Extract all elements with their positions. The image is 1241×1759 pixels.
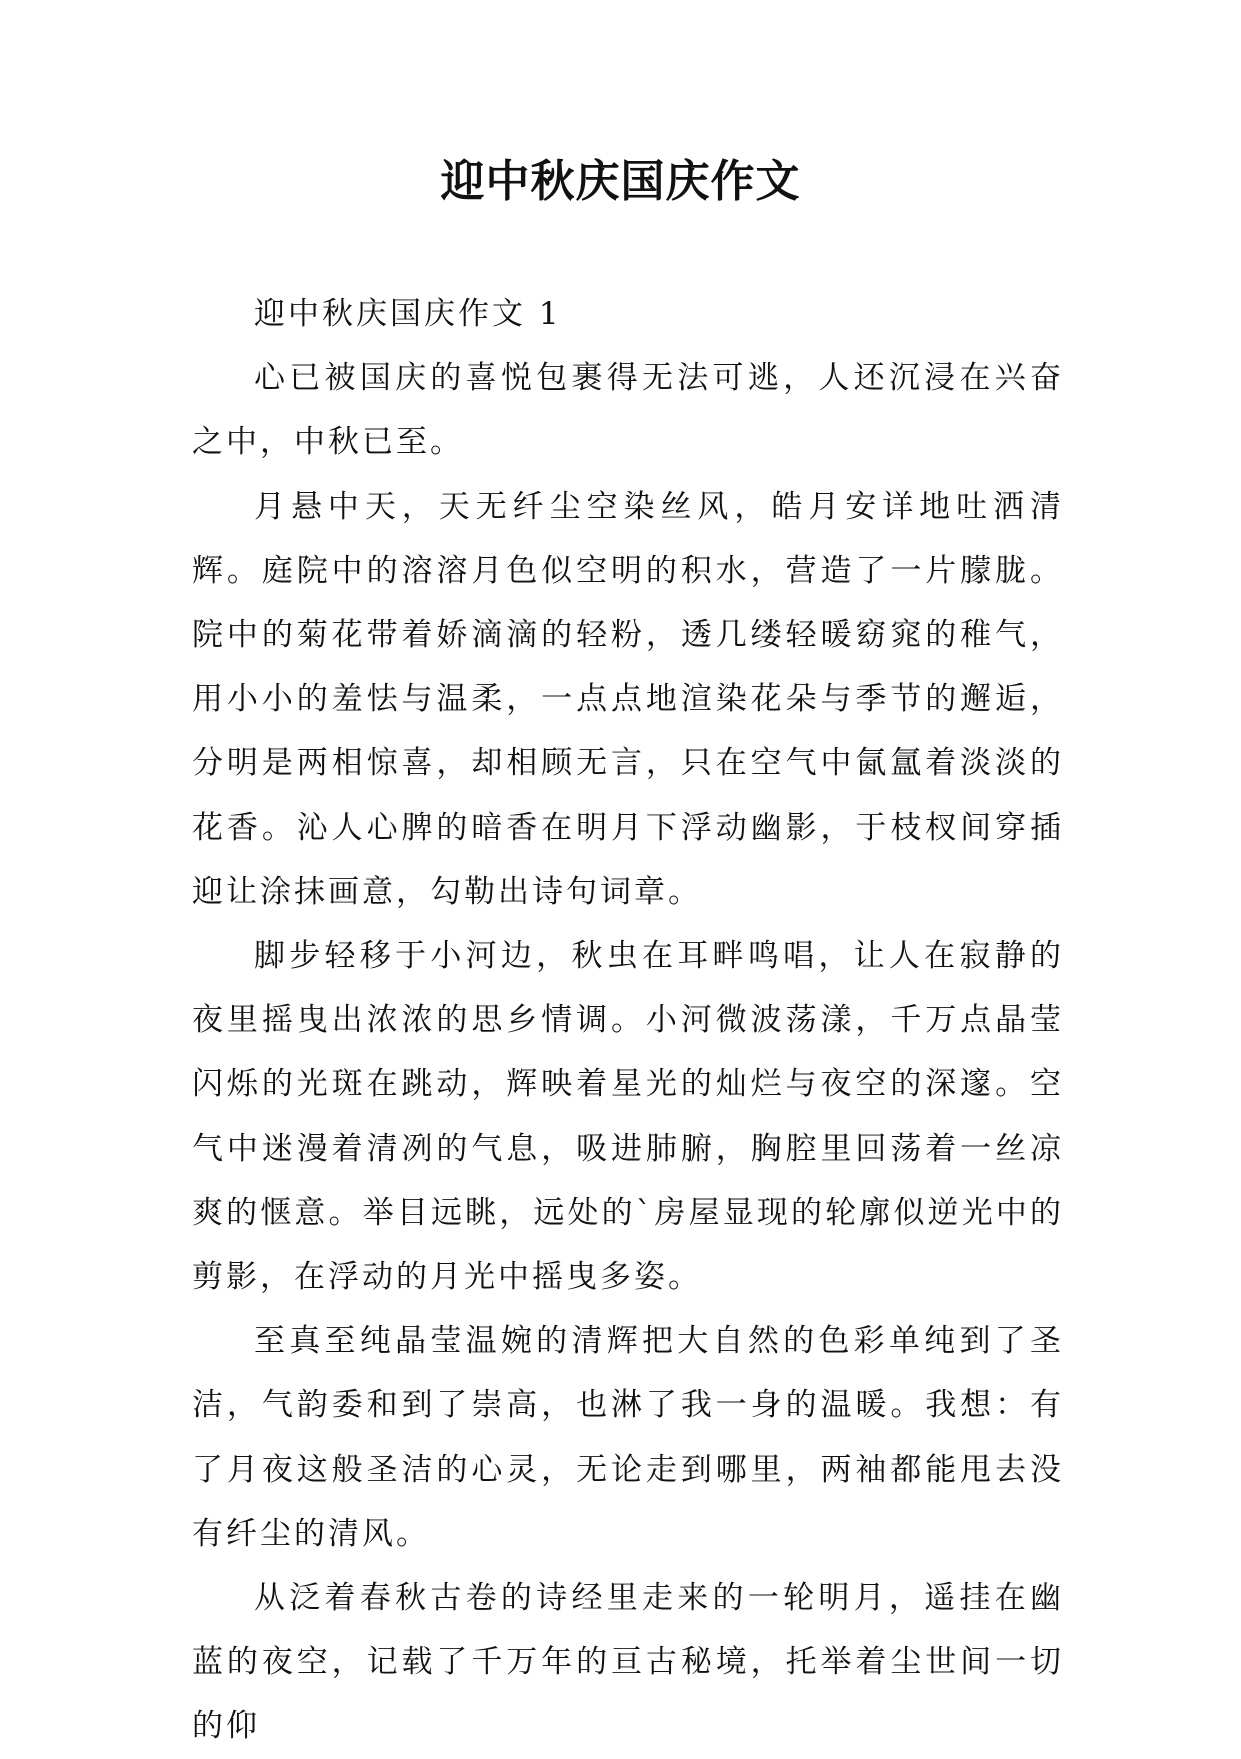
paragraph: 从泛着春秋古卷的诗经里走来的一轮明月，遥挂在幽蓝的夜空，记载了千万年的亘古秘境，托举着尘世间一切的仰 [192,1580,1064,1745]
paragraph: 心已被国庆的喜悦包裹得无法可逃，人还沉浸在兴奋之中，中秋已至。 [192,360,1064,461]
paragraph: 脚步轻移于小河边，秋虫在耳畔鸣唱，让人在寂静的夜里摇曳出浓浓的思乡情调。小河微波荡漾，千万点晶莹闪烁的光斑在跳动，辉映着星光的灿烂与夜空的深邃。空气中迷漫着清冽的气息，吸进肺腑，胸腔里回荡着一丝凉爽的惬意。举目远眺，远处的`房屋显现的轮廓似逆光中的剪影，在浮动的月光中摇曳多姿。 [192,938,1064,1296]
paragraph: 月悬中天，天无纤尘空染丝风，皓月安详地吐洒清辉。庭院中的溶溶月色似空明的积水，营造了一片朦胧。院中的菊花带着娇滴滴的轻粉，透几缕轻暖窈窕的稚气，用小小的羞怯与温柔，一点点地渲染花朵与季节的邂逅，分明是两相惊喜，却相顾无言，只在空气中氤氲着淡淡的花香。沁人心脾的暗香在明月下浮动幽影，于枝杈间穿插迎让涂抹画意，勾勒出诗句词章。 [192,488,1064,910]
document-title: 迎中秋庆国庆作文 [440,156,801,207]
section-heading: 迎中秋庆国庆作文 1 [254,296,562,332]
document-body [192,282,1064,1759]
paragraph: 至真至纯晶莹温婉的清辉把大自然的色彩单纯到了圣洁，气韵委和到了崇高，也淋了我一身的温暖。我想：有了月夜这般圣洁的心灵，无论走到哪里，两袖都能甩去没有纤尘的清风。 [192,1323,1064,1552]
